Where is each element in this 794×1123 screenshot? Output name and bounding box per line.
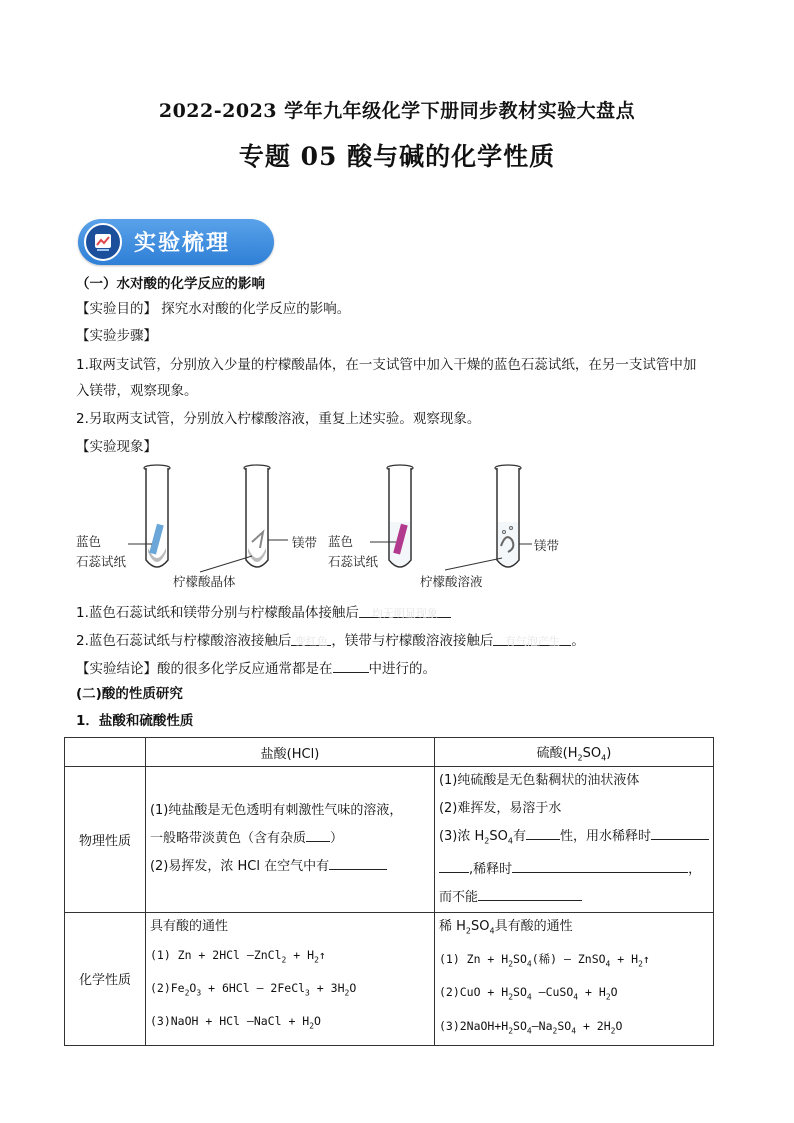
hcl-chem-3: (3)NaOH + HCl —NaCl + $H_2O$ bbox=[149, 1014, 321, 1031]
hcl-chem-title: 具有酸的通性 bbox=[149, 918, 228, 934]
table-row-physical bbox=[65, 767, 714, 913]
h2so4-phys-1: (1)纯硫酸是无色黏稠状的油状液体 bbox=[438, 773, 640, 788]
tube-1 bbox=[144, 465, 170, 567]
fig-right-label-2: 石蕊试纸 bbox=[328, 554, 379, 569]
tube-4 bbox=[495, 465, 532, 567]
observation-2-text-b: ，镁带与柠檬酸溶液接触后 bbox=[331, 633, 494, 649]
step1-line2: 入镁带，观察现象。 bbox=[76, 383, 198, 399]
conclusion-text-a: 酸的很多化学反应通常都是在 bbox=[157, 661, 333, 677]
hcl-phys-1: (1)纯盐酸是无色透明有刺激性气味的溶液， bbox=[149, 803, 403, 819]
cell-hcl-chemical bbox=[145, 912, 434, 1045]
acid-properties-table bbox=[64, 737, 714, 1046]
column-h2so4: 硫酸$(H_2SO_4)$ bbox=[434, 738, 713, 767]
banner-label: 实验梳理 bbox=[134, 231, 231, 256]
observation-1-blank bbox=[359, 603, 451, 618]
cell-h2so4-chemical bbox=[434, 912, 713, 1045]
fig-right-label-1: 蓝色 bbox=[328, 534, 354, 549]
hcl-phys-2: 一般略带淡黄色（含有杂质 ） bbox=[150, 825, 430, 853]
observation-2 bbox=[76, 631, 585, 651]
fig-right-tag: 镁带 bbox=[534, 538, 560, 553]
h2so4-phys-5: 而不能 bbox=[439, 884, 709, 912]
h2so4-phys-3: (3)浓 $H_2SO_4$有 性，用水稀释时 bbox=[439, 823, 709, 856]
observation-2-end: 。 bbox=[571, 633, 585, 649]
document-subtitle: 专题 05 酸与碱的化学性质 bbox=[238, 142, 556, 171]
observation-1-text: 1.蓝色石蕊试纸和镁带分别与柠檬酸晶体接触后 bbox=[76, 605, 359, 621]
table-header-row bbox=[65, 738, 714, 767]
purpose-label: 【实验目的】 bbox=[76, 301, 157, 317]
h2so4-chem-title: 稀 $H_2SO_4$具有酸的通性 bbox=[438, 918, 573, 936]
fig-left-caption: 柠檬酸晶体 bbox=[173, 574, 236, 589]
hcl-phys-3: (2)易挥发，浓 HCl 在空气中有 bbox=[150, 853, 430, 881]
steps-label: 【实验步骤】 bbox=[76, 328, 157, 344]
tube-2 bbox=[244, 465, 288, 567]
h2so4-chem-2: $(2)CuO + H_2SO_4$ —CuSO$_4$ + $H_2O$ bbox=[438, 985, 618, 1002]
h2so4-chem-3: $(3)2NaOH+H_2SO_4—Na_2SO_4 + 2H_2O$ bbox=[438, 1018, 623, 1036]
conclusion-blank bbox=[333, 658, 369, 673]
observation-2-blank-2 bbox=[493, 631, 571, 646]
conclusion-text-b: 中进行的。 bbox=[368, 661, 436, 677]
experiment-icon bbox=[84, 223, 122, 261]
section-banner bbox=[78, 219, 274, 265]
row-header-physical: 物理性质 bbox=[65, 767, 146, 913]
fig-right-caption: 柠檬酸溶液 bbox=[420, 574, 483, 589]
test-tube-figure bbox=[70, 462, 565, 592]
step1-line1: 1.取两支试管，分别放入少量的柠檬酸晶体，在一支试管中加入干燥的蓝色石蕊试纸，在另一支试管中加 bbox=[76, 357, 697, 373]
step2: 2.另取两支试管，分别放入柠檬酸溶液，重复上述实验。观察现象。 bbox=[76, 411, 481, 427]
section1-heading: （一）水对酸的化学反应的影响 bbox=[76, 276, 265, 292]
section2-heading: (二)酸的性质研究 bbox=[76, 686, 183, 702]
section2-subheading: 1．盐酸和硫酸性质 bbox=[76, 713, 194, 729]
hcl-chem-2: $(2)Fe_2O_3 + 6HCl$ — 2FeCl$_3$ + $3H_2O$ bbox=[149, 980, 357, 998]
row-header-chemical: 化学性质 bbox=[65, 912, 146, 1045]
conclusion-line bbox=[76, 658, 436, 679]
fig-left-tag: 镁带 bbox=[292, 535, 318, 550]
tube-3 bbox=[387, 465, 413, 567]
cell-h2so4-physical bbox=[434, 767, 713, 913]
table-corner bbox=[65, 738, 146, 767]
purpose-line bbox=[76, 299, 350, 319]
hcl-chem-1: (1) Zn + 2HCl —ZnCl$_2$ + $H_2↑$ bbox=[149, 947, 326, 964]
phenomenon-label: 【实验现象】 bbox=[76, 439, 157, 455]
test-tubes-illustration bbox=[70, 462, 565, 592]
conclusion-label: 【实验结论】 bbox=[76, 661, 157, 677]
observation-2-text-a: 2.蓝色石蕊试纸与柠檬酸溶液接触后 bbox=[76, 633, 292, 649]
cell-hcl-physical bbox=[145, 767, 434, 913]
document-title: 2022-2023 学年九年级化学下册同步教材实验大盘点 bbox=[158, 100, 636, 122]
observation-2-hint-1: 变红色 bbox=[294, 635, 328, 648]
column-hcl: 盐酸(HCl) bbox=[145, 738, 434, 767]
fig-left-label-2: 石蕊试纸 bbox=[76, 554, 127, 569]
h2so4-phys-2: (2)难挥发，易溶于水 bbox=[438, 801, 562, 816]
observation-2-hint-2: 有气泡产生 bbox=[504, 635, 560, 648]
observation-1-hint: 均无明显现象 bbox=[371, 607, 438, 620]
purpose-text: 探究水对酸的化学反应的影响。 bbox=[161, 301, 351, 317]
h2so4-phys-4: ,稀释时 ， bbox=[439, 856, 709, 884]
table-row-chemical bbox=[65, 912, 714, 1045]
fig-left-label-1: 蓝色 bbox=[76, 534, 102, 549]
observation-2-blank-1 bbox=[291, 631, 331, 646]
h2so4-chem-1: (1) $Zn + H_2SO_4$(稀) — ZnSO$_4$ + $H_2↑$ bbox=[438, 952, 650, 969]
observation-1 bbox=[76, 603, 451, 623]
